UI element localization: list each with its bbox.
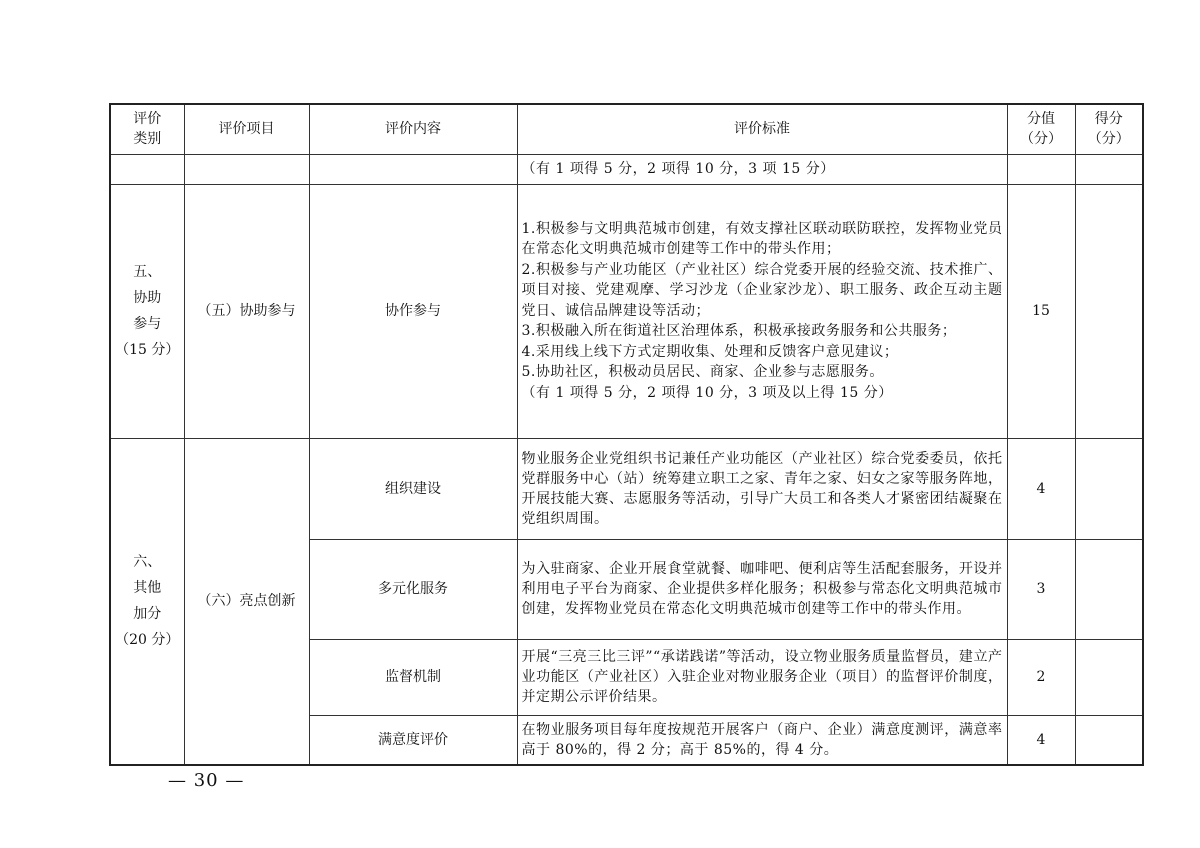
header-row (110, 104, 1143, 154)
header-standard: 评价标准 (517, 104, 1007, 154)
standard-cell: 在物业服务项目每年度按规范开展客户（商户、企业）满意度测评，满意率高于 80%的，得 2 分；高于 85%的，得 4 分。 (517, 715, 1007, 765)
header-category: 评价 类别 (110, 104, 184, 154)
got-cell (1075, 715, 1143, 765)
item-cell: （六）亮点创新 (184, 438, 309, 765)
table-row (110, 184, 1143, 438)
score-cell: 15 (1007, 184, 1075, 438)
header-got: 得分 （分） (1075, 104, 1143, 154)
standard-cell: 开展“三亮三比三评”“承诺践诺”等活动，设立物业服务质量监督员，建立产业功能区（产业社区）入驻企业对物业服务企业（项目）的监督评价制度，并定期公示评价结果。 (517, 639, 1007, 715)
header-score: 分值 （分） (1007, 104, 1075, 154)
got-cell (1075, 639, 1143, 715)
header-item: 评价项目 (184, 104, 309, 154)
evaluation-table (109, 103, 1144, 766)
standard-cell: 物业服务企业党组织书记兼任产业功能区（产业社区）综合党委委员，依托党群服务中心（站）统筹建立职工之家、青年之家、妇女之家等服务阵地，开展技能大赛、志愿服务等活动，引导广大员工和各类人才紧密团结凝聚在党组织周围。 (517, 438, 1007, 539)
content-cell: 监督机制 (309, 639, 517, 715)
content-cell: 满意度评价 (309, 715, 517, 765)
standard-cell: 1.积极参与文明典范城市创建，有效支撑社区联动联防联控，发挥物业党员在常态化文明典范城市创建等工作中的带头作用； 2.积极参与产业功能区（产业社区）综合党委开展的经验交流、技术推广、项目对接、党建观摩、学习沙龙（企业家沙龙）、职工服务、政企互动主题党日、诚信品牌建设等活动； 3.积极融入所在街道社区治理体系，积极承接政务服务和公共服务； 4.采用线上线下方式定期收集、处理和反馈客户意见建议； 5.协助社区，积极动员居民、商家、企业参与志愿服务。 （有 1 项得 5 分，2 项得 10 分，3 项及以上得 15 分） (517, 184, 1007, 438)
table-row (110, 154, 1143, 184)
item-cell: （五）协助参与 (184, 184, 309, 438)
got-cell (1075, 539, 1143, 639)
category-cell: 五、 协助 参与 （15 分） (110, 184, 184, 438)
content-cell: 多元化服务 (309, 539, 517, 639)
got-cell (1075, 184, 1143, 438)
content-cell: 组织建设 (309, 438, 517, 539)
page-number: — 30 — (168, 770, 245, 791)
score-cell: 2 (1007, 639, 1075, 715)
header-content: 评价内容 (309, 104, 517, 154)
got-cell (1075, 438, 1143, 539)
category-cell: 六、 其他 加分 （20 分） (110, 438, 184, 765)
score-cell: 3 (1007, 539, 1075, 639)
content-cell: 协作参与 (309, 184, 517, 438)
standard-cell: （有 1 项得 5 分，2 项得 10 分，3 项 15 分） (517, 154, 1007, 184)
score-cell: 4 (1007, 438, 1075, 539)
score-cell: 4 (1007, 715, 1075, 765)
table-row (110, 438, 1143, 539)
standard-cell: 为入驻商家、企业开展食堂就餐、咖啡吧、便利店等生活配套服务，开设并利用电子平台为商家、企业提供多样化服务；积极参与常态化文明典范城市创建，发挥物业党员在常态化文明典范城市创建等工作中的带头作用。 (517, 539, 1007, 639)
